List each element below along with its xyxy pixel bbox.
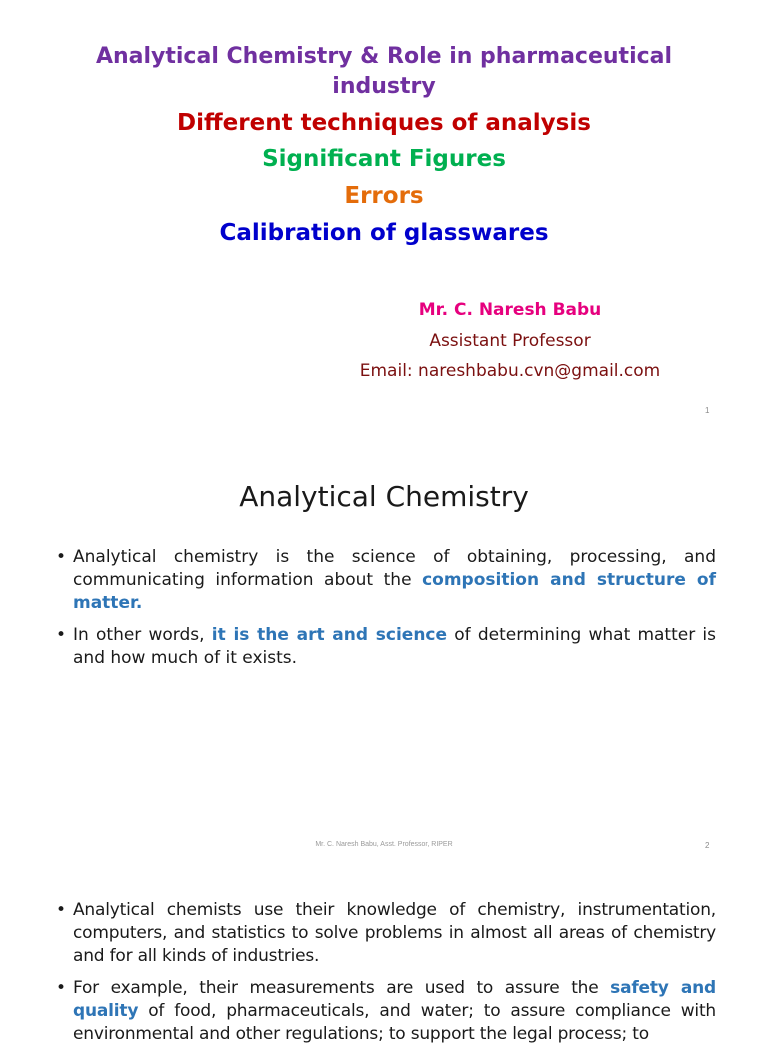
slide-1 bbox=[0, 0, 768, 432]
slide3-bullet-2 bbox=[56, 977, 716, 1046]
slide2-bullet1-highlight: composition and structure of matter. bbox=[73, 570, 716, 613]
slide2-bullet2-highlight: it is the art and science bbox=[211, 625, 448, 645]
item-calibration: Calibration of glasswares bbox=[219, 220, 549, 246]
slide-2 bbox=[0, 432, 768, 864]
slide2-footer: Mr. C. Naresh Babu, Asst. Professor, RIPER bbox=[315, 841, 453, 848]
author-email: Email: nareshbabu.cvn@gmail.com bbox=[359, 361, 661, 381]
slide2-bullet2-text-after: of determining what matter is and how much of it exists. bbox=[73, 625, 716, 668]
slide3-bullet2-highlight: safety and quality bbox=[73, 978, 716, 1021]
slide1-title-line2: industry bbox=[332, 74, 436, 99]
slide2-bullet1-text: Analytical chemistry is the science of obtaining, processing, and communicating information about the bbox=[73, 547, 716, 590]
slide3-bullet1-text: Analytical chemists use their knowledge of chemistry, instrumentation, computers, and statistics to solve problems in almost all areas of chemistry and for all kinds of industries. bbox=[73, 900, 716, 966]
item-errors: Errors bbox=[344, 183, 424, 209]
slide2-title: Analytical Chemistry bbox=[239, 480, 529, 513]
author-role: Assistant Professor bbox=[429, 331, 591, 351]
slide3-bullet-1 bbox=[56, 899, 716, 968]
author-name: Mr. C. Naresh Babu bbox=[418, 300, 602, 320]
slide2-bullet-1 bbox=[56, 546, 716, 615]
slide-3 bbox=[0, 864, 768, 1044]
item-significant-figures: Significant Figures bbox=[262, 146, 506, 172]
slide1-title-line1: Analytical Chemistry & Role in pharmaceutical bbox=[95, 44, 673, 69]
slide2-bullet-list bbox=[56, 546, 716, 679]
slide2-bullet-2 bbox=[56, 624, 716, 670]
item-techniques: Different techniques of analysis bbox=[177, 110, 591, 136]
slide3-bullet2-text-before: For example, their measurements are used to assure the bbox=[73, 978, 611, 998]
slide2-bullet2-text-before: In other words, bbox=[73, 625, 212, 645]
slide3-bullet-list bbox=[56, 899, 716, 1055]
slide2-page-number: 2 bbox=[705, 841, 710, 850]
slide1-page-number: 1 bbox=[705, 406, 710, 415]
slide3-bullet2-text-after: of food, pharmaceuticals, and water; to assure compliance with environmental and other regulations; to support the legal process; to bbox=[73, 1001, 716, 1044]
